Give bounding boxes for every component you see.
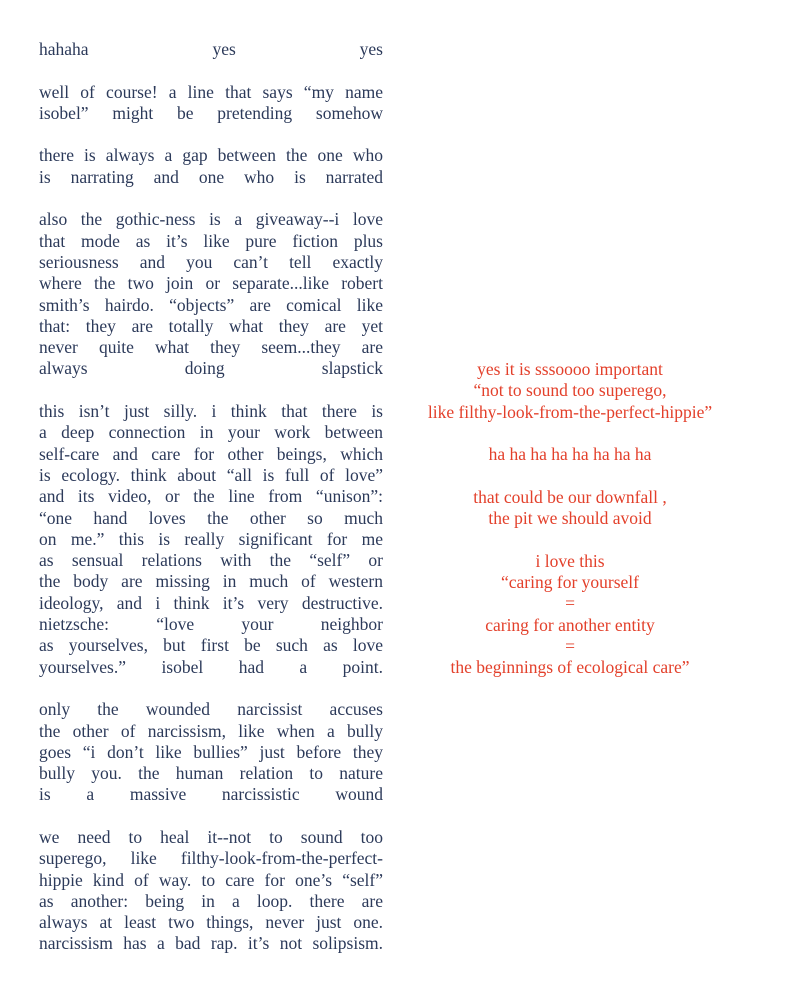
annotation-line: yes it is sssoooo important: [477, 359, 663, 379]
text-line: hahaha yes yes: [39, 39, 383, 59]
text-line: smith’s hairdo. “objects” are comical like: [39, 294, 383, 315]
paragraph: [39, 699, 383, 805]
text-line: is ecology. think about “all is full of love”: [39, 464, 383, 485]
annotation-line: like filthy-look-from-the-perfect-hippie”: [427, 401, 713, 422]
paragraph: [39, 827, 383, 955]
text-line: hippie kind of way. to care for one’s “self”: [39, 869, 383, 890]
text-line: this isn’t just silly. i think that there is: [39, 401, 383, 422]
text-line: as yourselves, but first be such as love: [39, 635, 383, 656]
text-line: that mode as it’s like pure fiction plus: [39, 230, 383, 251]
text-line: there is always a gap between the one who: [39, 145, 383, 166]
paragraph: [39, 39, 383, 60]
text-line: self-care and care for other beings, which: [39, 443, 383, 464]
text-line: superego, like filthy-look-from-the-perfect-: [39, 848, 383, 869]
annotation-note: [405, 487, 735, 530]
text-line: and its video, or the line from “unison”:: [39, 486, 383, 507]
text-line: a deep connection in your work between: [39, 422, 383, 443]
text-line: that: they are totally what they are yet: [39, 315, 383, 336]
annotation-note: [405, 551, 735, 679]
text-line: goes “i don’t like bullies” just before they: [39, 741, 383, 762]
annotation-line: the pit we should avoid: [488, 508, 652, 529]
text-line: where the two join or separate...like robert: [39, 273, 383, 294]
text-line: yourselves.” isobel had a point.: [39, 656, 383, 677]
text-line: always doing slapstick: [39, 358, 383, 379]
text-line: narcissism has a bad rap. it’s not solipsism.: [39, 933, 383, 954]
text-line: nietzsche: “love your neighbor: [39, 614, 383, 635]
text-line: well of course! a line that says “my name: [39, 81, 383, 102]
annotation-line: “not to sound too superego,: [473, 380, 667, 401]
paragraph: [39, 145, 383, 188]
paragraph: [39, 209, 383, 379]
text-line: “one hand loves the other so much: [39, 507, 383, 528]
text-line: seriousness and you can’t tell exactly: [39, 251, 383, 272]
text-line: on me.” this is really significant for me: [39, 528, 383, 549]
annotation-line: the beginnings of ecological care”: [450, 657, 690, 678]
text-line: also the gothic-ness is a giveaway--i love: [39, 209, 383, 230]
text-line: always at least two things, never just one.: [39, 912, 383, 933]
text-line: bully you. the human relation to nature: [39, 763, 383, 784]
annotation-line: ha ha ha ha ha ha ha ha: [488, 444, 652, 465]
annotation-note: [405, 359, 735, 423]
annotation-line: =: [565, 635, 575, 656]
annotation-line: =: [565, 593, 575, 614]
text-line: never quite what they seem...they are: [39, 337, 383, 358]
text-line: as sensual relations with the “self” or: [39, 550, 383, 571]
text-line: as another: being in a loop. there are: [39, 890, 383, 911]
paragraph: [39, 82, 383, 125]
annotation-line: that could be our downfall ,: [473, 486, 667, 507]
text-line: we need to heal it--not to sound too: [39, 826, 383, 847]
text-line: the body are missing in much of western: [39, 571, 383, 592]
text-line: only the wounded narcissist accuses: [39, 699, 383, 720]
paragraph: [39, 401, 383, 678]
annotation-line: i love this: [535, 550, 605, 571]
text-line: is narrating and one who is narrated: [39, 166, 383, 187]
text-line: the other of narcissism, like when a bully: [39, 720, 383, 741]
text-line: is a massive narcissistic wound: [39, 784, 383, 805]
annotation-line: caring for another entity: [485, 614, 655, 635]
annotation-line: “caring for yourself: [501, 571, 639, 592]
margin-annotations: [405, 359, 735, 700]
annotation-note: [405, 444, 735, 465]
letter-body: [39, 39, 383, 976]
text-line: ideology, and i think it’s very destructive.: [39, 592, 383, 613]
text-line: isobel” might be pretending somehow: [39, 102, 383, 123]
